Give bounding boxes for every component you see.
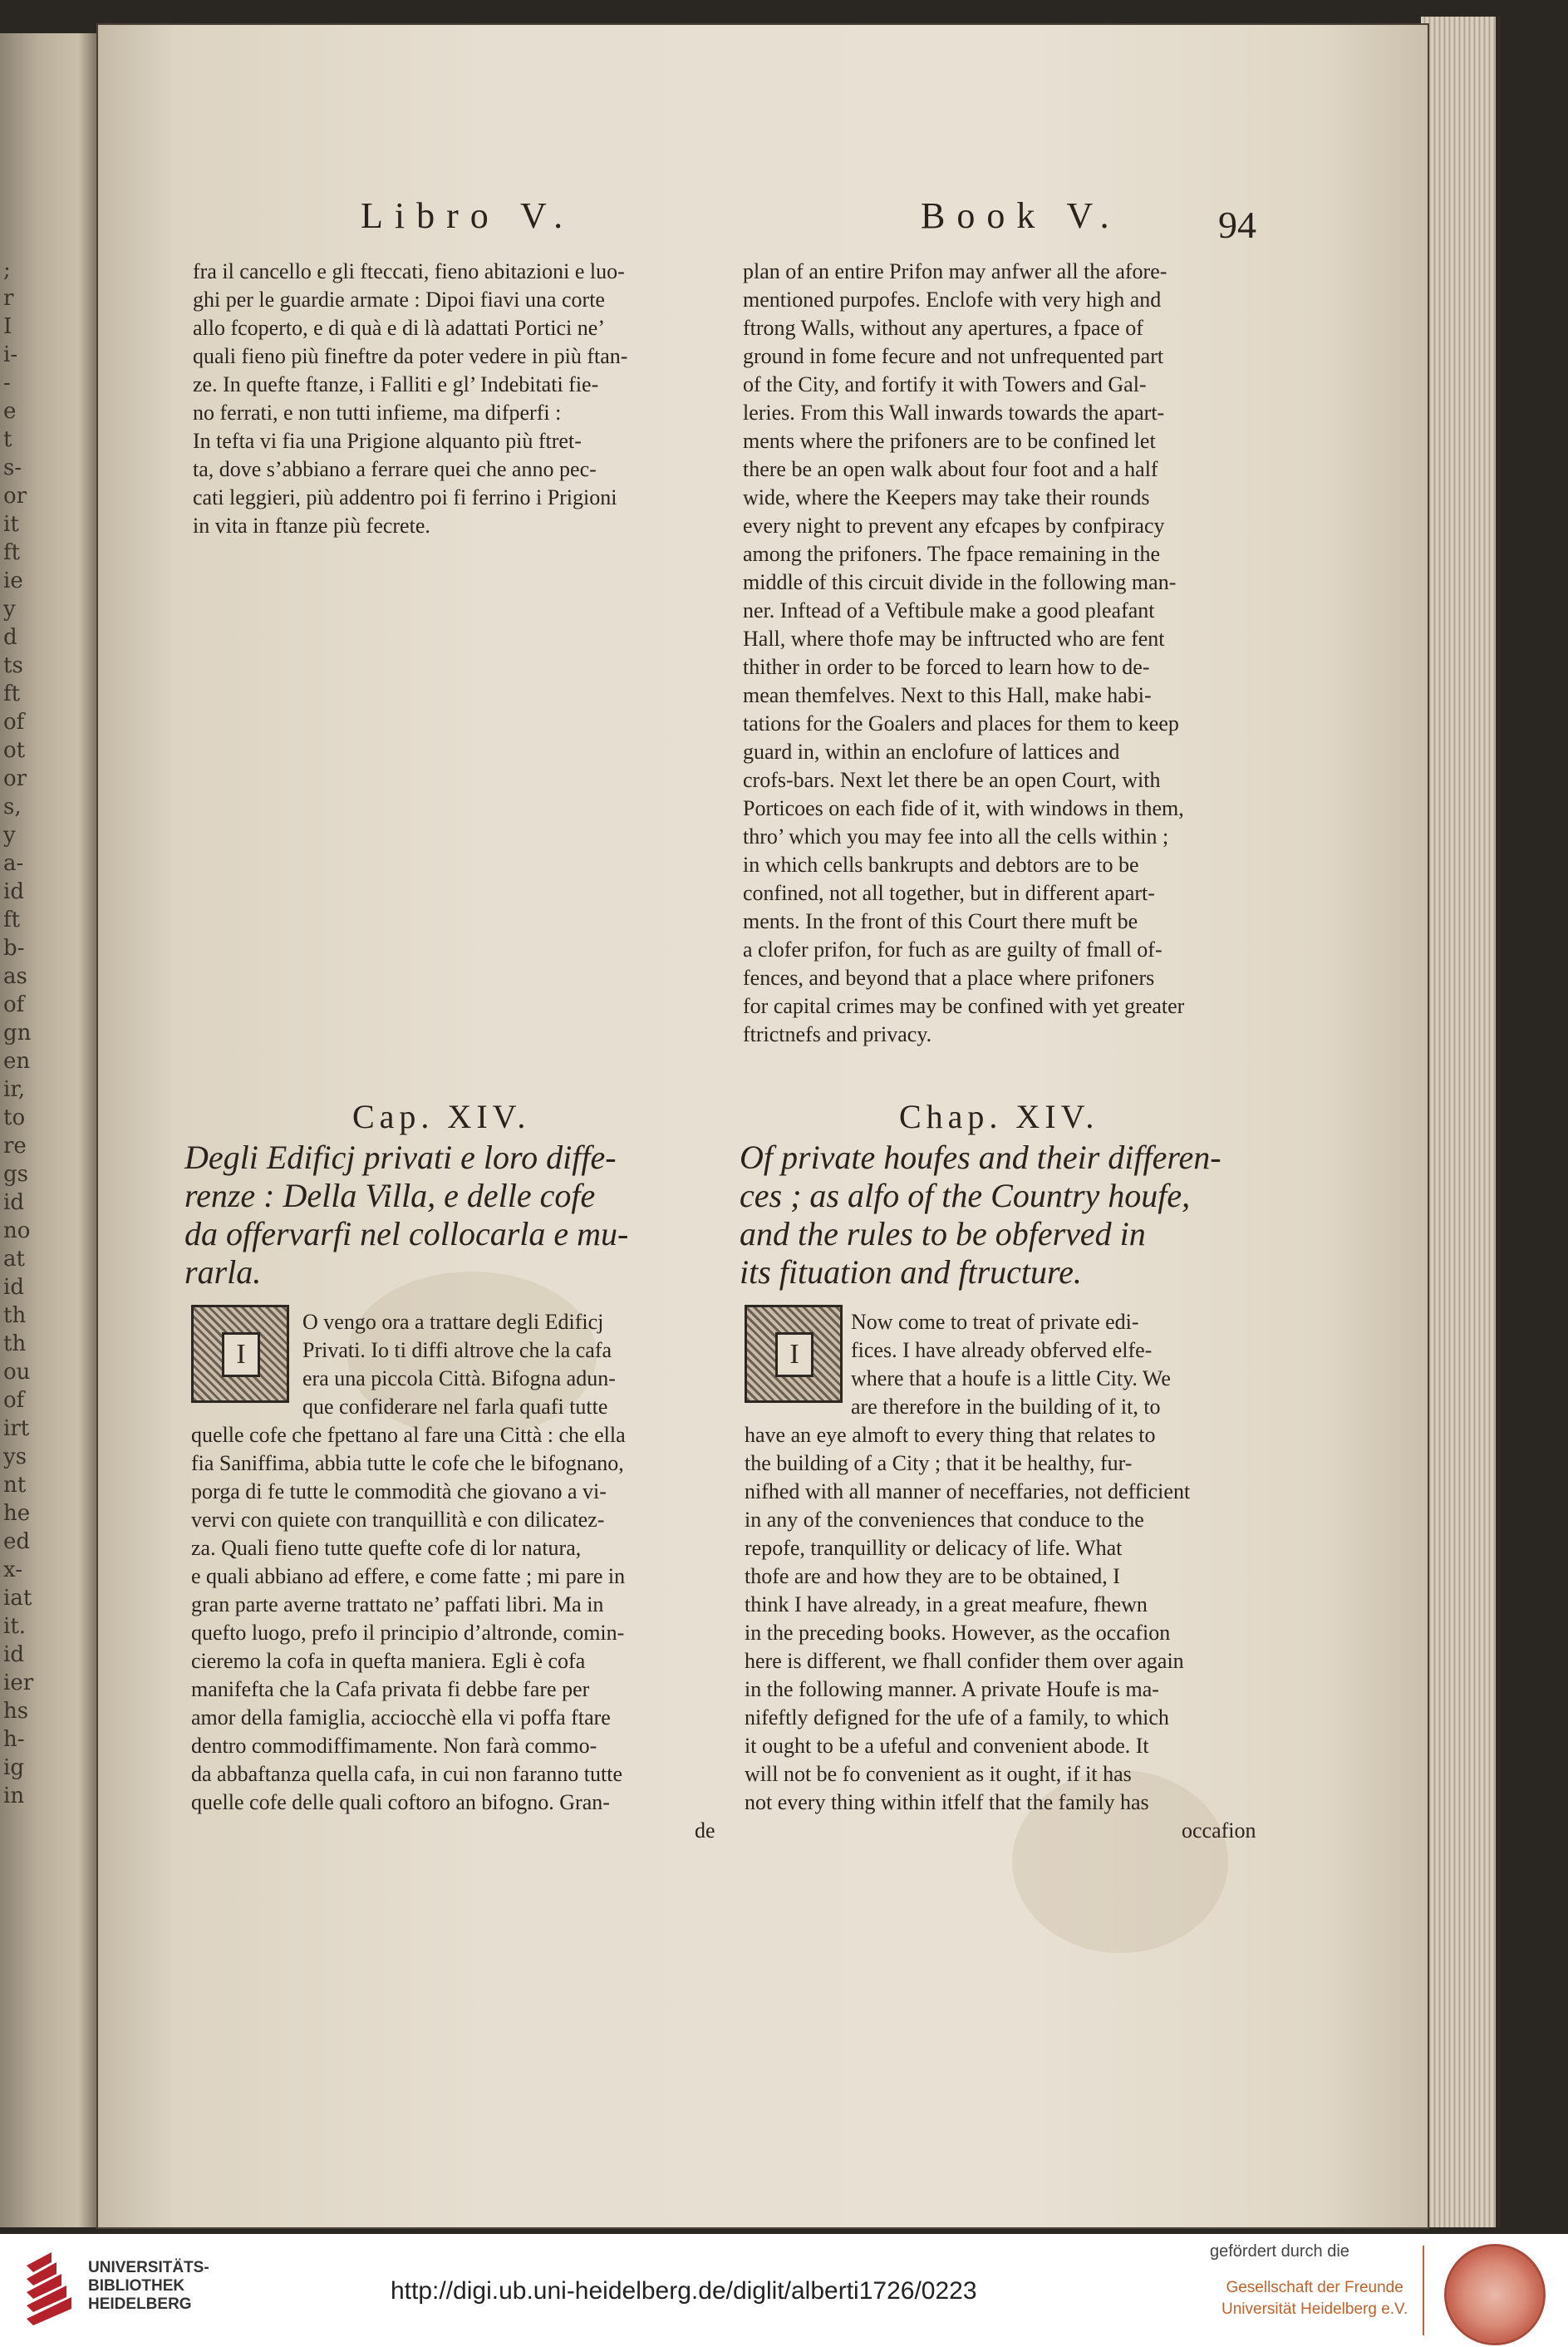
text-line: have an eye almoft to every thing that relates to — [745, 1423, 1156, 1447]
left-page-fragment: id — [3, 1275, 24, 1300]
left-page-fragment: ys — [3, 1444, 27, 1469]
sponsor-name[interactable] — [1221, 2277, 1408, 2320]
text-line: Privati. Io ti diffi altrove che la cafa — [302, 1338, 612, 1362]
text-line: thro’ which you may fee into all the cells within ; — [743, 824, 1169, 849]
text-line: da abbaftanza quella cafa, in cui non faranno tutte — [191, 1762, 623, 1786]
left-page-fragment: iat — [3, 1586, 32, 1611]
university-seal-icon — [1444, 2244, 1546, 2345]
title-line: and the rules to be obferved in — [740, 1215, 1146, 1252]
left-page-fragment: he — [3, 1501, 31, 1526]
text-line: ground in fome fecure and not unfrequented part — [743, 344, 1164, 368]
text-line: era una piccola Città. Bifogna adun- — [302, 1366, 616, 1390]
left-page-fragment: - — [3, 371, 11, 396]
text-line: wide, where the Keepers may take their rounds — [743, 485, 1150, 509]
text-line: ze. In quefte ftanze, i Falliti e gl’ Indebitati fie- — [193, 372, 599, 396]
text-line: amor della famiglia, acciocchè ella vi poffa ftare — [191, 1705, 611, 1729]
title-line: renze : Della Villa, e delle cofe — [184, 1177, 596, 1214]
footer-divider — [1423, 2246, 1424, 2335]
text-line: ftrong Walls, without any apertures, a fpace of — [743, 316, 1143, 340]
text-line: mean themfelves. Next to this Hall, make habi- — [743, 683, 1152, 707]
library-name-line: HEIDELBERG — [88, 2295, 192, 2313]
left-page-fragment: it. — [3, 1614, 27, 1639]
text-line: fra il cancello e gli fteccati, fieno abitazioni e luo- — [193, 259, 625, 283]
initial-letter: I — [222, 1332, 260, 1377]
left-page-fragment: it — [3, 512, 19, 537]
right-running-header: Book V. — [921, 195, 1121, 236]
left-page-fragment: e — [3, 399, 17, 424]
left-page-fragment: i- — [3, 342, 18, 367]
text-line: cati leggieri, più addentro poi fi ferrino i Prigioni — [193, 485, 617, 509]
left-page-fragment: ig — [3, 1755, 24, 1780]
text-line: in the following manner. A private Houfe is ma- — [745, 1677, 1159, 1701]
text-line: O vengo ora a trattare degli Edificj — [302, 1310, 604, 1334]
left-page-fragment: no — [3, 1218, 31, 1243]
text-line: thither in order to be forced to learn how to de- — [743, 655, 1150, 679]
text-line: in which cells bankrupts and debtors are to be — [743, 853, 1139, 877]
title-line: Of private houfes and their differen- — [740, 1139, 1221, 1176]
left-page-fragment: a- — [3, 851, 24, 876]
text-line: tations for the Goalers and places for them to keep — [743, 711, 1179, 736]
text-line: middle of this circuit divide in the following man- — [743, 570, 1177, 594]
sponsor-line: Universität Heidelberg e.V. — [1221, 2300, 1408, 2318]
text-line: plan of an entire Prifon may anfwer all the afore- — [743, 259, 1167, 283]
left-page-fragment: id — [3, 1190, 24, 1215]
italian-body-indented — [302, 1308, 616, 1421]
text-line: nifeftly defigned for the ufe of a family, to which — [745, 1705, 1169, 1729]
left-page-fragment: at — [3, 1247, 25, 1272]
text-line: Porticoes on each fide of it, with windows in them, — [743, 796, 1184, 820]
title-line: rarla. — [184, 1253, 262, 1291]
english-body-indented — [851, 1308, 1171, 1421]
italian-catchword: de — [695, 1818, 715, 1843]
left-page-fragment: d — [3, 625, 17, 650]
text-line: leries. From this Wall inwards towards the apart- — [743, 401, 1165, 425]
library-name-line: BIBLIOTHEK — [88, 2277, 185, 2295]
left-page-fragment: r — [3, 286, 14, 311]
text-line: thofe are and how they are to be obtained, I — [745, 1564, 1120, 1588]
left-page-fragment: ot — [3, 738, 26, 763]
title-line: its fituation and ftructure. — [740, 1253, 1082, 1291]
english-chapter-heading: Chap. XIV. — [899, 1098, 1099, 1135]
left-page-fragment: of — [3, 1388, 25, 1413]
left-page-fragment: en — [3, 1049, 31, 1074]
text-line: confined, not all together, but in different apart- — [743, 881, 1155, 905]
italian-chapter-title — [184, 1139, 628, 1292]
document-url[interactable]: http://digi.ub.uni-heidelberg.de/diglit/alberti1726/0223 — [391, 2277, 977, 2305]
text-line: za. Quali fieno tutte quefte cofe di lor natura, — [191, 1536, 582, 1560]
left-page-fragment: x- — [3, 1557, 22, 1582]
text-line: it ought to be a ufeful and convenient abode. It — [745, 1734, 1149, 1758]
page-stack-edge — [1421, 17, 1501, 2227]
left-page-fragment: hs — [3, 1699, 29, 1724]
left-page-fragment: y — [3, 597, 16, 622]
left-page-fragment: re — [3, 1134, 27, 1159]
page-number: 94 — [1218, 204, 1256, 246]
left-page-fragment: ir, — [3, 1077, 26, 1102]
title-line: Degli Edificj privati e loro diffe- — [184, 1139, 617, 1176]
left-page-fragment: as — [3, 964, 27, 989]
left-page-fragment: ier — [3, 1670, 34, 1695]
left-page-fragment: y — [3, 823, 16, 848]
text-line: fia Saniffima, abbia tutte le cofe che le bifognano, — [191, 1451, 624, 1475]
text-line: quali fieno più fineftre da poter vedere in più ftan- — [193, 344, 628, 368]
text-line: not every thing within itfelf that the family has — [745, 1790, 1149, 1814]
title-line: ces ; as alfo of the Country houfe, — [740, 1177, 1191, 1214]
text-line: are therefore in the building of it, to — [851, 1395, 1161, 1419]
text-line: no ferrati, e non tutti infieme, ma difperfi : — [193, 401, 562, 425]
left-page-fragment: to — [3, 1105, 26, 1130]
title-line: da offervarfi nel collocarla e mu- — [184, 1215, 629, 1252]
text-line: quefto luogo, prefo il principio d’altronde, comin- — [191, 1621, 625, 1645]
italian-top-column — [193, 258, 627, 540]
left-page-fragment: s, — [3, 795, 22, 819]
text-line: cieremo la cofa in quefta maniera. Egli è cofa — [191, 1649, 586, 1673]
left-page-fragment: gn — [3, 1021, 32, 1046]
text-line: among the prifoners. The fpace remaining in the — [743, 542, 1161, 566]
text-line: porga di fe tutte le commodità che giovano a vi- — [191, 1479, 607, 1503]
left-page-fragment: irt — [3, 1416, 30, 1441]
text-line: will not be fo convenient as it ought, if it has — [745, 1762, 1132, 1786]
sponsor-label: gefördert durch die — [1210, 2242, 1349, 2261]
text-line: manifefta che la Cafa privata fi debbe fare per — [191, 1677, 590, 1701]
text-line: ftrictnefs and privacy. — [743, 1022, 932, 1046]
left-page-fragment: t — [3, 427, 12, 452]
left-page-fragment: th — [3, 1331, 27, 1356]
text-line: fices. I have already obferved elfe- — [851, 1338, 1153, 1362]
text-line: think I have already, in a great meafure, fhewn — [745, 1592, 1148, 1616]
italian-chapter-heading: Cap. XIV. — [352, 1098, 531, 1135]
text-line: the building of a City ; that it be healthy, fur- — [745, 1451, 1133, 1475]
text-line: where that a houfe is a little City. We — [851, 1366, 1171, 1390]
left-page-fragment: id — [3, 879, 24, 904]
initial-letter: I — [775, 1332, 813, 1377]
text-line: nifhed with all manner of neceffaries, not defficient — [745, 1479, 1191, 1503]
text-line: a clofer prifon, for fuch as are guilty of fmall of- — [743, 937, 1162, 962]
left-page-fragment: or — [3, 766, 27, 791]
text-line: quelle cofe che fpettano al fare una Città : che ella — [191, 1423, 626, 1447]
right-page — [98, 25, 1428, 2227]
left-page-fragment: ou — [3, 1360, 31, 1385]
decorated-initial-italian — [191, 1305, 289, 1403]
left-page-fragment: ed — [3, 1529, 31, 1554]
text-line: here is different, we fhall confider them over again — [745, 1649, 1184, 1673]
library-name — [88, 2259, 209, 2314]
text-line: dentro commodiffimamente. Non farà commo- — [191, 1734, 597, 1758]
left-page-fragment: ft — [3, 908, 21, 932]
text-line: in vita in ftanze più fecrete. — [193, 514, 430, 538]
library-name-line: UNIVERSITÄTS- — [88, 2259, 209, 2276]
text-line: repofe, tranquillity or delicacy of life. What — [745, 1536, 1123, 1560]
left-page-fragment: of — [3, 710, 25, 735]
left-page-fragment: ft — [3, 681, 21, 706]
left-page-fragment: I — [3, 314, 12, 339]
text-line: fences, and beyond that a place where prifoners — [743, 966, 1155, 990]
text-line: there be an open walk about four foot and a half — [743, 457, 1158, 481]
left-page-fragment: ts — [3, 653, 23, 678]
text-line: mentioned purpofes. Enclofe with very high and — [743, 288, 1162, 312]
sponsor-line: Gesellschaft der Freunde — [1226, 2279, 1403, 2296]
left-page-fragment: ie — [3, 568, 23, 593]
text-line: vervi con quiete con tranquillità e con dilicatez- — [191, 1508, 605, 1532]
left-page-fragment: in — [3, 1784, 25, 1808]
english-catchword: occafion — [1182, 1818, 1256, 1843]
left-running-header: Libro V. — [361, 195, 575, 236]
english-top-column — [743, 258, 1184, 1049]
text-line: guard in, within an enclofure of lattices and — [743, 740, 1120, 764]
text-line: Now come to treat of private edi- — [851, 1310, 1139, 1334]
left-page-fragment: b- — [3, 936, 25, 961]
left-page-fragment: ; — [3, 258, 11, 283]
text-line: for capital crimes may be confined with yet greater — [743, 994, 1185, 1018]
text-line: ta, dove s’abbiano a ferrare quei che anno pec- — [193, 457, 597, 481]
left-page-fragment: or — [3, 484, 27, 509]
left-page-fragment: s- — [3, 455, 22, 480]
left-page-fragment: id — [3, 1642, 24, 1667]
text-line: of the City, and fortify it with Towers and Gal- — [743, 372, 1147, 396]
text-line: every night to prevent any efcapes by confpiracy — [743, 514, 1165, 538]
left-page-fragment: th — [3, 1303, 27, 1328]
text-line: ner. Inftead of a Veftibule make a good pleafant — [743, 598, 1155, 622]
english-body — [745, 1421, 1190, 1817]
left-page-fragment: ft — [3, 540, 21, 565]
text-line: ments. In the front of this Court there muft be — [743, 909, 1138, 933]
text-line: crofs-bars. Next let there be an open Court, with — [743, 768, 1161, 792]
english-chapter-title — [740, 1139, 1221, 1292]
text-line: Hall, where thofe may be inftructed who are fent — [743, 627, 1165, 651]
text-line: in any of the conveniences that conduce to the — [745, 1508, 1144, 1532]
viewer-footer — [0, 2234, 1568, 2347]
text-line: allo fcoperto, e di quà e di là adattati Portici ne’ — [193, 316, 605, 340]
text-line: e quali abbiano ad effere, e come fatte ; mi pare in — [191, 1564, 626, 1588]
left-page-edge — [0, 33, 98, 2227]
decorated-initial-english — [745, 1305, 843, 1403]
text-line: que confiderare nel farla quafi tutte — [302, 1395, 608, 1419]
text-line: ments where the prifoners are to be confined let — [743, 429, 1156, 453]
text-line: ghi per le guardie armate : Dipoi fiavi una corte — [193, 288, 605, 312]
text-line: in the preceding books. However, as the occafion — [745, 1621, 1171, 1645]
university-library-logo-icon — [18, 2249, 76, 2329]
left-page-fragment: h- — [3, 1727, 25, 1752]
italian-body — [191, 1421, 626, 1817]
text-line: quelle cofe delle quali coftoro an bifogno. Gran- — [191, 1790, 610, 1814]
text-line: gran parte averne trattato ne’ paffati libri. Ma in — [191, 1592, 604, 1616]
left-page-fragment: of — [3, 992, 25, 1017]
left-page-fragment: nt — [3, 1473, 27, 1498]
text-line: In tefta vi fia una Prigione alquanto più ftret- — [193, 429, 582, 453]
left-page-fragment: gs — [3, 1162, 28, 1187]
